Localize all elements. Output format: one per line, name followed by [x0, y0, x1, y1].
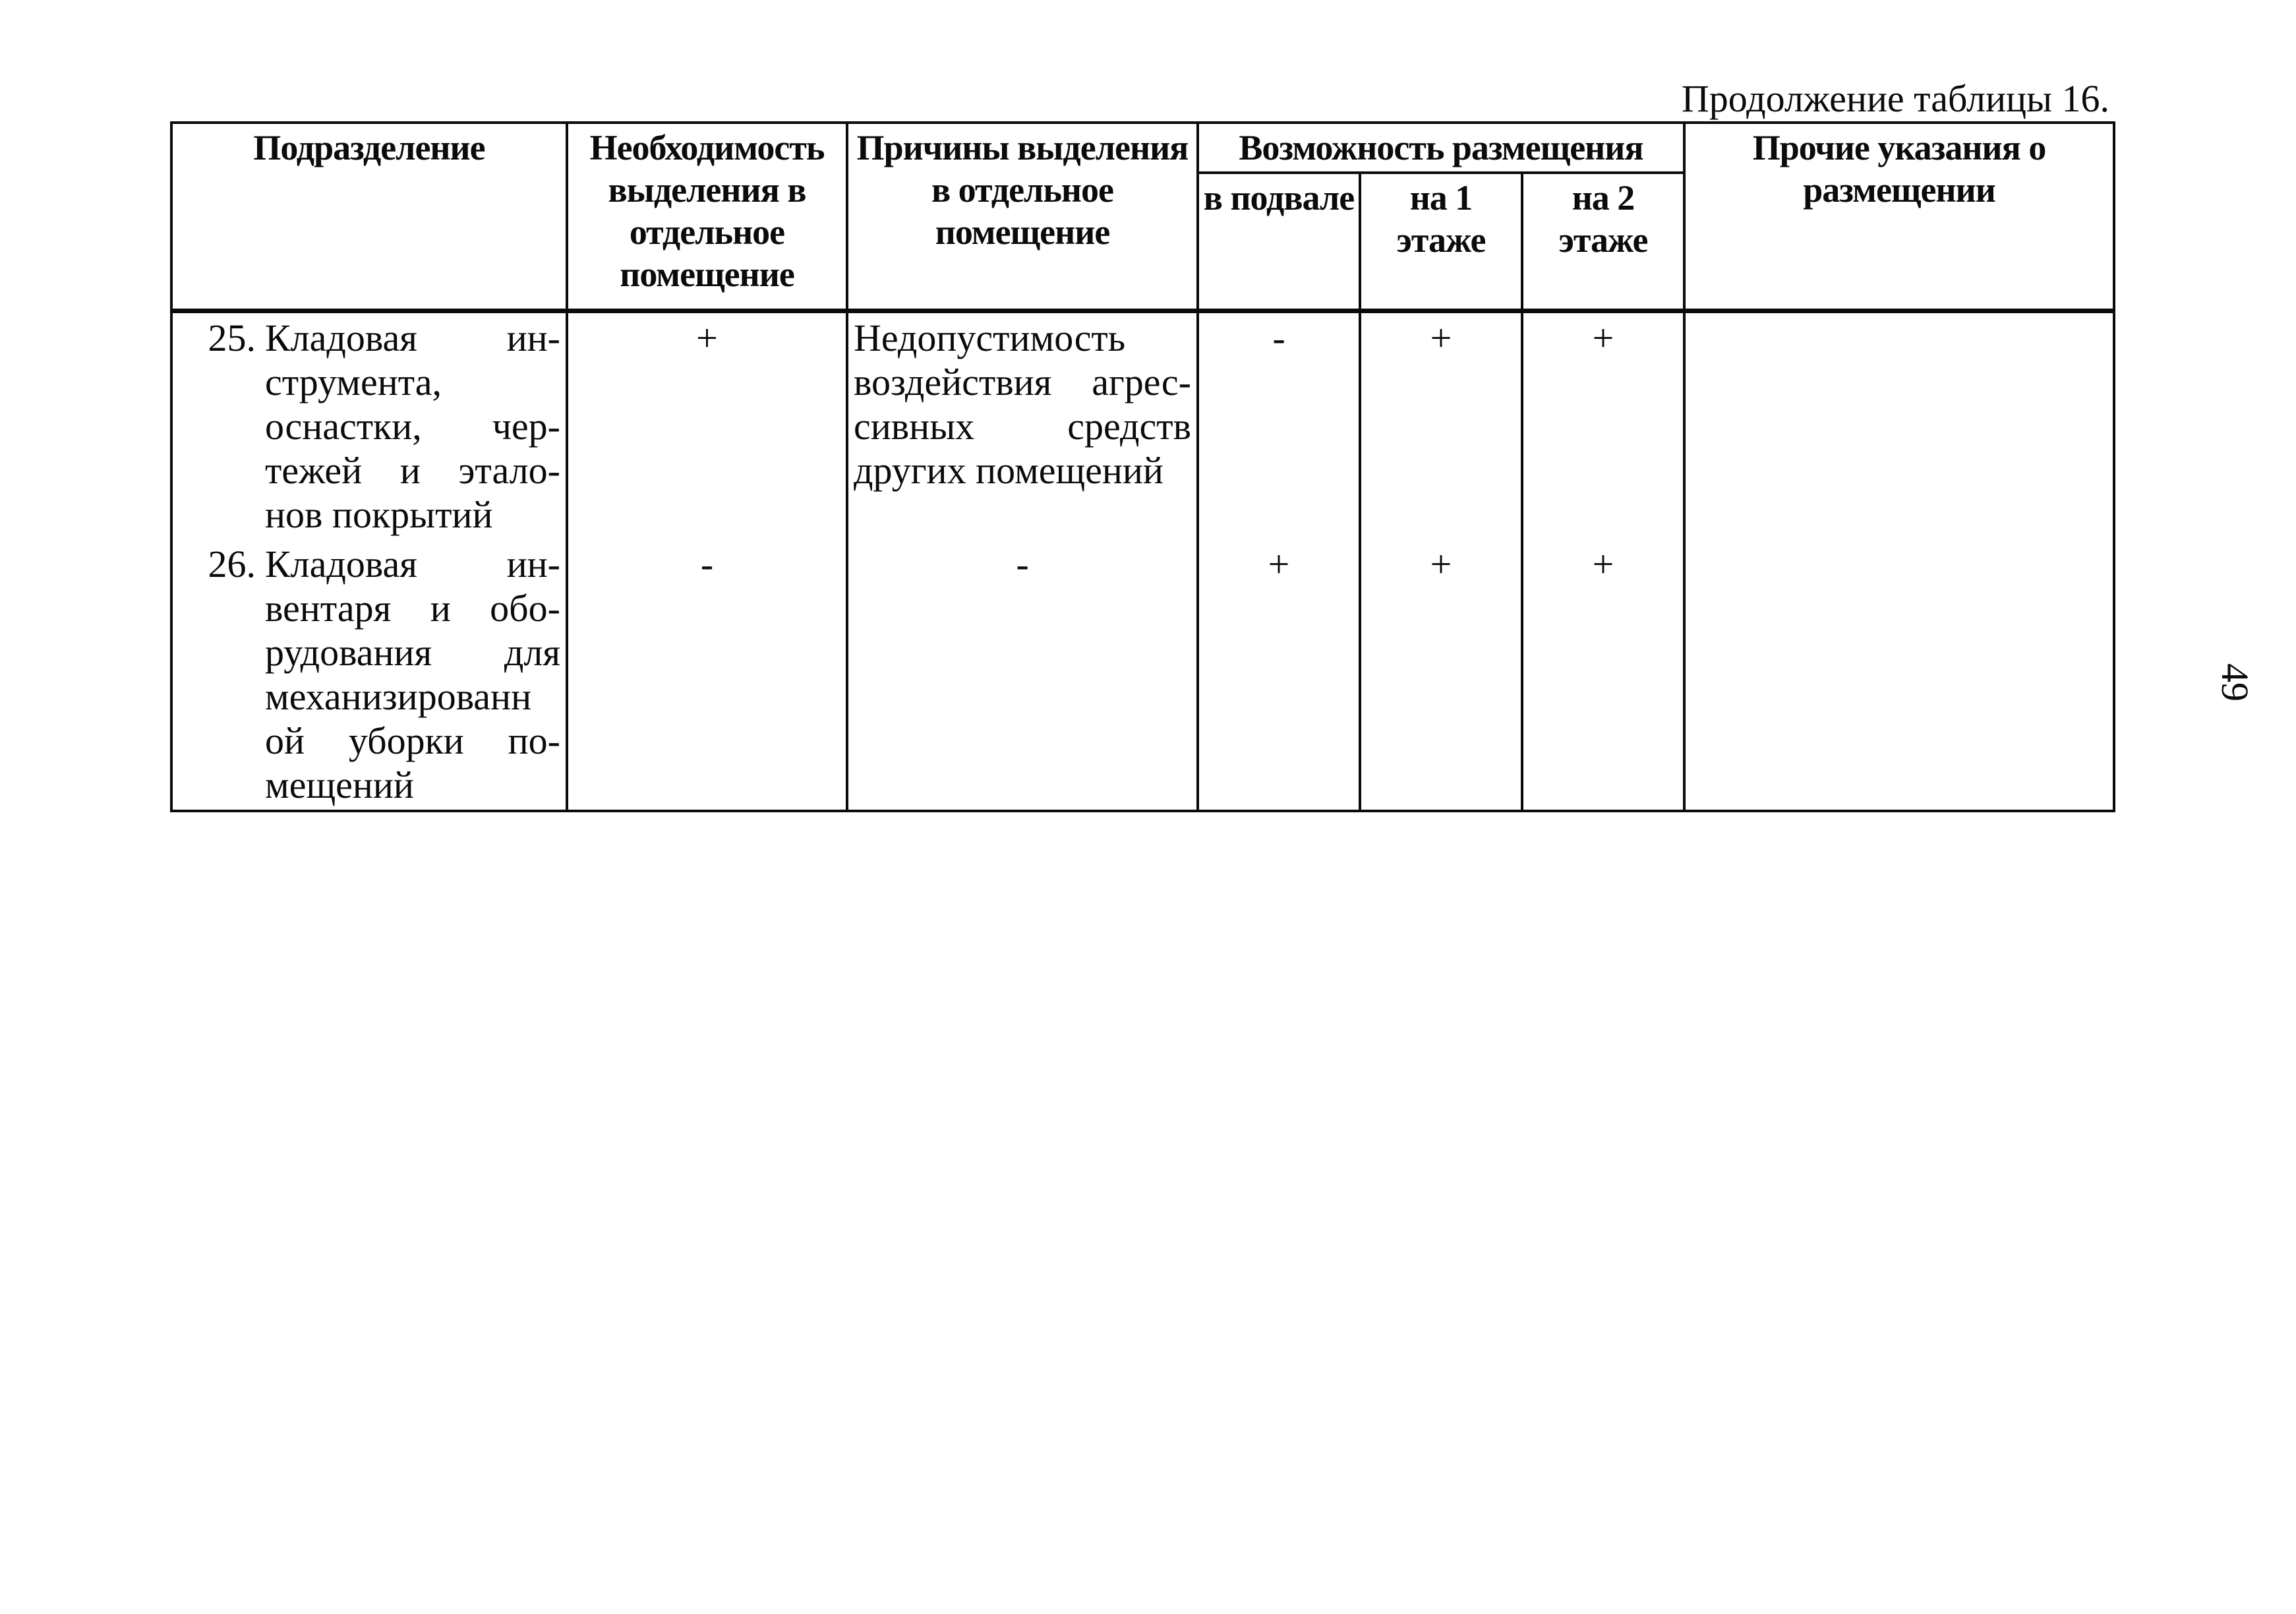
subdivision-name-line: Кладовая ин-: [265, 543, 560, 585]
subdivision-name-line: струмента,: [265, 361, 442, 404]
table-row: [171, 311, 2114, 540]
row-number: 26.: [208, 543, 256, 585]
table-header: [171, 123, 2114, 311]
cell-reasons: -: [847, 539, 1198, 811]
subdivision-name-line: ой уборки по-: [265, 719, 560, 762]
subdivision-name-line: нов покрытий: [265, 493, 493, 536]
header-reasons: Причины выделения в отдельное помещение: [847, 123, 1198, 311]
subdivision-name: [265, 542, 560, 807]
cell-subdivision: [171, 311, 567, 540]
placement-table: [170, 121, 2115, 812]
subdivision-name: [265, 316, 560, 537]
cell-subdivision: [171, 539, 567, 811]
subdivision-name-line: оснастки, чер-: [265, 405, 560, 448]
subdivision-name-line: рудования для: [265, 631, 560, 674]
reason-line: воздействия агрес-: [854, 361, 1191, 404]
cell-floor2: +: [1522, 311, 1684, 540]
header-floor2: на 2 этаже: [1522, 173, 1684, 311]
cell-other: [1684, 539, 2114, 811]
cell-basement: -: [1198, 311, 1360, 540]
table-row: [171, 539, 2114, 811]
header-placement: Возможность размещения: [1198, 123, 1684, 173]
header-other: Прочие указания о размещении: [1684, 123, 2114, 311]
cell-necessity: +: [567, 311, 847, 540]
table-caption: Продолжение таблицы 16.: [1681, 77, 2109, 120]
page-number: 49: [2214, 663, 2256, 702]
reason-line: сивных средств: [854, 405, 1191, 448]
cell-floor2: +: [1522, 539, 1684, 811]
reason-line: Недопустимость: [854, 316, 1126, 359]
header-floor1: на 1 этаже: [1360, 173, 1522, 311]
cell-necessity: -: [567, 539, 847, 811]
row-number: 25.: [208, 316, 256, 359]
header-basement: в подвале: [1198, 173, 1360, 311]
cell-floor1: +: [1360, 539, 1522, 811]
cell-floor1: +: [1360, 311, 1522, 540]
reason-line: других помещений: [854, 449, 1163, 492]
cell-other: [1684, 311, 2114, 540]
subdivision-name-line: Кладовая ин-: [265, 316, 560, 359]
subdivision-name-line: механизированн: [265, 675, 532, 718]
header-subdivision: Подразделение: [171, 123, 567, 311]
cell-basement: +: [1198, 539, 1360, 811]
subdivision-name-line: тежей и этало-: [265, 449, 560, 492]
cell-reasons: [847, 311, 1198, 540]
subdivision-name-line: вентаря и обо-: [265, 587, 560, 630]
subdivision-name-line: мещений: [265, 763, 414, 806]
header-necessity: Необходимость выделения в отдельное помещение: [567, 123, 847, 311]
